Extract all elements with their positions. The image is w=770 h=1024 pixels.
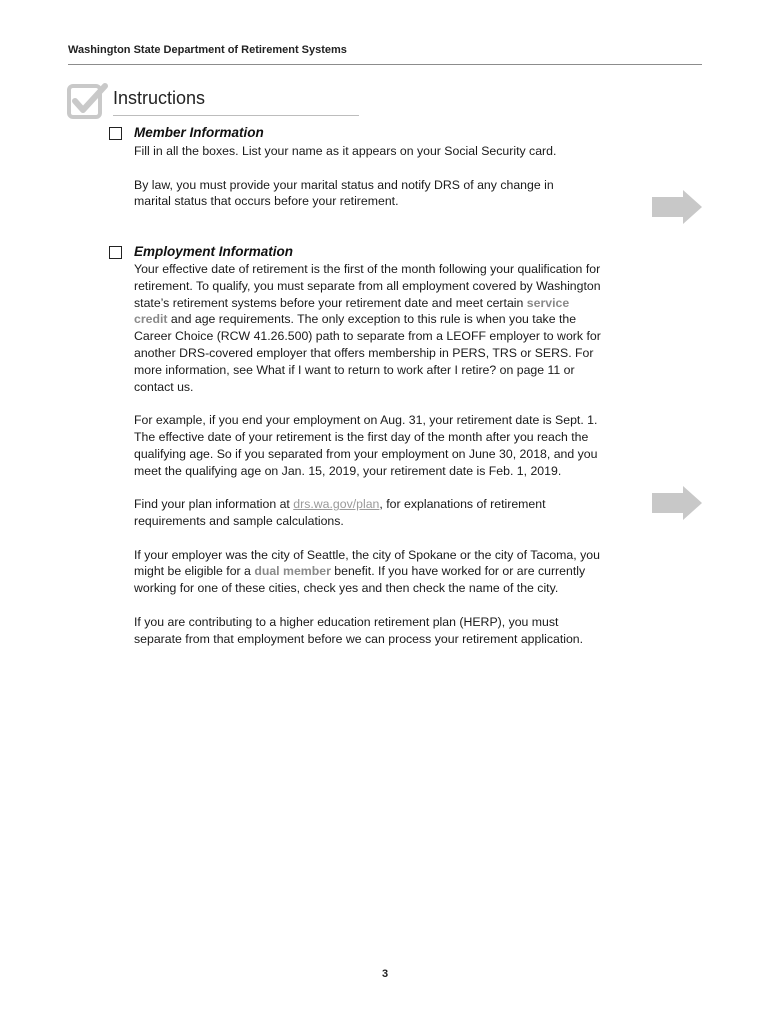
page-number: 3 xyxy=(381,968,389,980)
paragraph-text: benefit. If you have worked for or are currently working for one of these cities, check yes and then check the name of the city. xyxy=(134,564,586,596)
dual-member-term: dual member xyxy=(254,564,331,579)
service-credit-term: service credit xyxy=(134,295,570,327)
section-title: Instructions xyxy=(113,88,206,108)
checkmark-icon xyxy=(66,81,108,121)
member-information-paragraph: By law, you must provide your marital status and notify DRS of any change in marital status that occurs before your retirement. xyxy=(134,177,554,209)
member-information-heading: Member Information xyxy=(134,125,264,140)
member-information-text xyxy=(134,143,584,210)
section-divider xyxy=(113,115,359,116)
employment-information-checkbox[interactable] xyxy=(109,246,122,259)
paragraph-text: Your effective date of retirement is the first of the month following your qualification for retirement. To qualify, you must separate from all employment covered by Washington state’s retirement systems before your retirement date and meet certain xyxy=(134,262,601,310)
member-information-paragraph: Fill in all the boxes. List your name as it appears on your Social Security card. xyxy=(134,144,557,158)
arrow-right-icon xyxy=(650,190,704,224)
employment-paragraph xyxy=(134,547,604,597)
paragraph-text: Find your plan information at xyxy=(134,497,294,512)
employment-paragraph xyxy=(134,261,604,395)
employment-paragraph: If you are contributing to a higher education retirement plan (HERP), you must separate from that employment before we can process your retirement application. xyxy=(134,614,584,646)
paragraph-text: If your employer was the city of Seattle, the city of Spokane or the city of Tacoma, you might be eligible for a xyxy=(134,547,600,579)
employment-paragraph xyxy=(134,496,604,530)
header-divider xyxy=(68,64,702,65)
paragraph-text: , for explanations of retirement requirements and sample calculations. xyxy=(134,497,546,528)
employment-paragraph: For example, if you end your employment on Aug. 31, your retirement date is Sept. 1. The effective date of your retirement is the first day of the month after you reach the qualifying age. So if you separated from your employment on June 30, 2018, and you meet the qualifying age on Jan. 15, 2019, your retirement date is Feb. 1, 2019. xyxy=(134,413,598,478)
employment-information-text xyxy=(134,261,604,647)
plan-info-link[interactable]: drs.wa.gov/plan xyxy=(293,497,380,512)
paragraph-text: and age requirements. The only exception to this rule is when you take the Career Choice (RCW 41.26.500) path to separate from a LEOFF employer to work for another DRS-covered employer that offers membership in PERS, TRS or SERS. For more information, see What if I want to return to work after I retire? on page 11 or contact us. xyxy=(134,312,601,394)
document-header-title: Washington State Department of Retirement Systems xyxy=(68,44,347,56)
arrow-right-icon xyxy=(650,486,704,520)
member-information-checkbox[interactable] xyxy=(109,127,122,140)
employment-information-heading: Employment Information xyxy=(134,244,294,259)
